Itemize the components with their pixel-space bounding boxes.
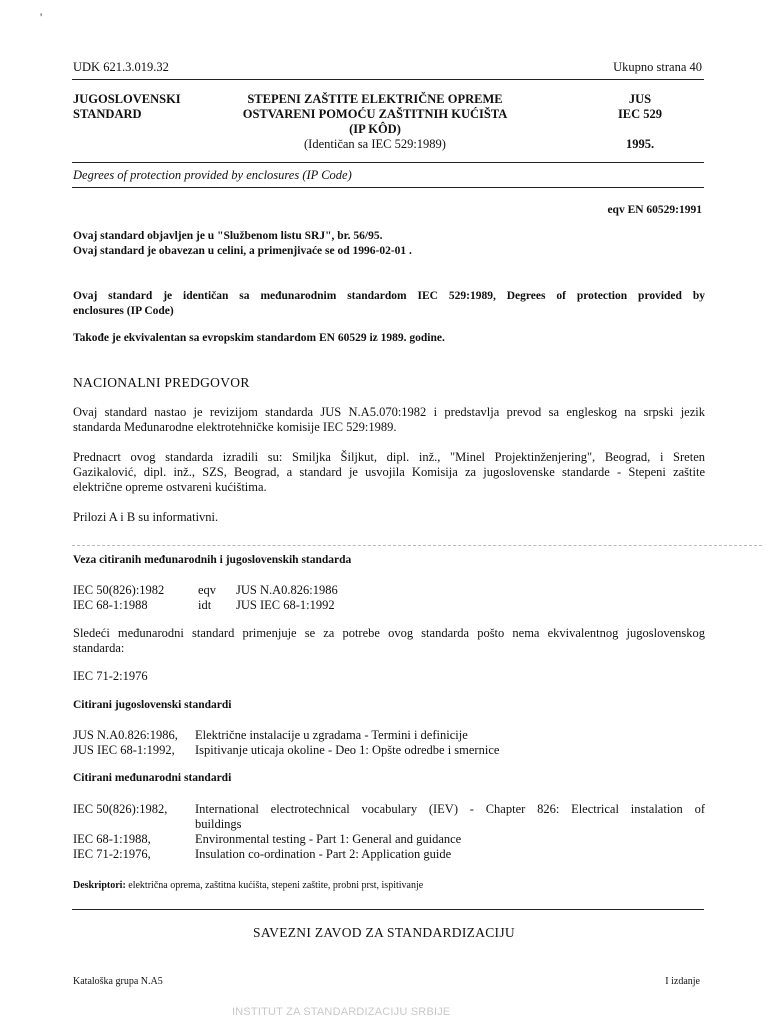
foreword-heading: NACIONALNI PREDGOVOR [73,375,250,390]
udk-code: UDK 621.3.019.32 [73,60,169,74]
foreword-paragraph-1 [73,405,705,435]
cited-yu-code: JUS IEC 68-1:1992, [73,743,175,757]
relations-note-line2: standarda: [73,641,125,655]
relations-note [73,626,705,656]
catalog-group: Kataloška grupa N.A5 [73,976,163,987]
eqv-reference: eqv EN 60529:1991 [607,204,702,216]
title-line4: (Identičan sa IEC 529:1989) [304,137,446,151]
header-rule-bottom [72,187,704,188]
obligation-notice: Ovaj standard je obavezan u celini, a primenjivaće se od 1996-02-01 . [73,245,412,257]
cited-yu-title: Električne instalacije u zgradama - Termini i definicije [195,728,468,742]
cited-intl-code: IEC 71-2:1976, [73,847,151,861]
descriptors [73,880,423,891]
standard-id-jus: JUS [628,92,652,106]
identical-notice-line1: Ovaj standard je identičan sa međunarodnim standardom IEC 529:1989, Degrees of protection provided by [73,290,705,302]
standard-year: 1995. [625,137,655,151]
identical-notice-line2: enclosures (IP Code) [73,305,174,317]
relations-extra: IEC 71-2:1976 [73,669,148,683]
relation-jus: JUS IEC 68-1:1992 [236,598,335,612]
institution-name: SAVEZNI ZAVOD ZA STANDARDIZACIJU [253,925,515,940]
standard-type-line2: STANDARD [73,107,142,121]
watermark: INSTITUT ZA STANDARDIZACIJU SRBIJE [232,1006,451,1018]
cited-intl-code: IEC 50(826):1982, [73,802,168,816]
foreword-p2-line3: električne opreme ostvareni kućištima. [73,480,267,494]
equivalent-notice: Takođe je ekvivalentan sa evropskim standardom EN 60529 iz 1989. godine. [73,332,445,344]
cited-intl-heading: Citirani međunarodni standardi [73,772,232,784]
relation-jus: JUS N.A0.826:1986 [236,583,338,597]
cited-intl-title: Insulation co-ordination - Part 2: Application guide [195,847,452,861]
title-line1: STEPENI ZAŠTITE ELEKTRIČNE OPREME [247,92,503,106]
scan-mark: ' [40,10,43,24]
descriptors-text: električna oprema, zaštitna kućišta, stepeni zaštite, probni prst, ispitivanje [125,880,424,891]
standard-id-iec: IEC 529 [617,107,663,121]
relation-type: idt [198,598,212,612]
foreword-p2-line2: Gazikalović, dipl. inž., SZS, Beograd, a standard je usvojila Komisija za jugoslovenske standarde - Stepeni zaštite [73,465,705,479]
cited-intl-title: International electrotechnical vocabulary (IEV) - Chapter 826: Electrical instalation of [195,802,705,816]
relation-type: eqv [198,583,217,597]
relation-intl: IEC 50(826):1982 [73,583,165,597]
foreword-p1-line1: Ovaj standard nastao je revizijom standarda JUS N.A5.070:1982 i predstavlja prevod sa engleskog na srpski jezik [73,405,705,419]
descriptors-label: Deskriptori: [73,880,126,891]
relations-note-line1: Sledeći međunarodni standard primenjuje se za potrebe ovog standarda pošto nema ekvivalentnog jugoslovenskog [73,626,705,640]
cited-intl-title: Environmental testing - Part 1: General and guidance [195,832,462,846]
publication-notice: Ovaj standard objavljen je u "Službenom listu SRJ", br. 56/95. [73,230,383,242]
total-pages: Ukupno strana 40 [613,60,702,74]
cited-intl-title-cont: buildings [195,817,242,831]
relation-intl: IEC 68-1:1988 [73,598,148,612]
header-rule-top [72,79,704,80]
title-line2: OSTVARENI POMOĆU ZAŠTITNIH KUĆIŠTA [242,107,508,121]
cited-yu-title: Ispitivanje uticaja okoline - Deo 1: Opšte odredbe i smernice [195,743,500,757]
cited-yu-code: JUS N.A0.826:1986, [73,728,178,742]
foreword-paragraph-2 [73,450,705,495]
edition: I izdanje [665,976,700,987]
relations-heading: Veza citiranih međunarodnih i jugoslovenskih standarda [73,554,352,566]
standard-id [600,92,680,152]
header-rule-middle [72,162,704,163]
footer-rule [72,909,704,910]
foreword-p2-line1: Prednacrt ovog standarda izradili su: Smiljka Šiljkut, dipl. inž., "Minel Projektinženjering", Beograd, i Sreten [73,450,705,464]
foreword-paragraph-3: Prilozi A i B su informativni. [73,510,219,524]
english-title: Degrees of protection provided by enclosures (IP Code) [73,168,352,182]
identical-notice [73,289,705,319]
section-divider [72,545,762,546]
cited-intl-code: IEC 68-1:1988, [73,832,151,846]
document-title [230,92,520,152]
standard-type-line1: JUGOSLOVENSKI [73,92,181,106]
cited-yu-heading: Citirani jugoslovenski standardi [73,699,232,711]
foreword-p1-line2: standarda Međunarodne elektrotehničke komisije IEC 529:1989. [73,420,397,434]
title-line3: (IP KÔD) [349,122,401,136]
